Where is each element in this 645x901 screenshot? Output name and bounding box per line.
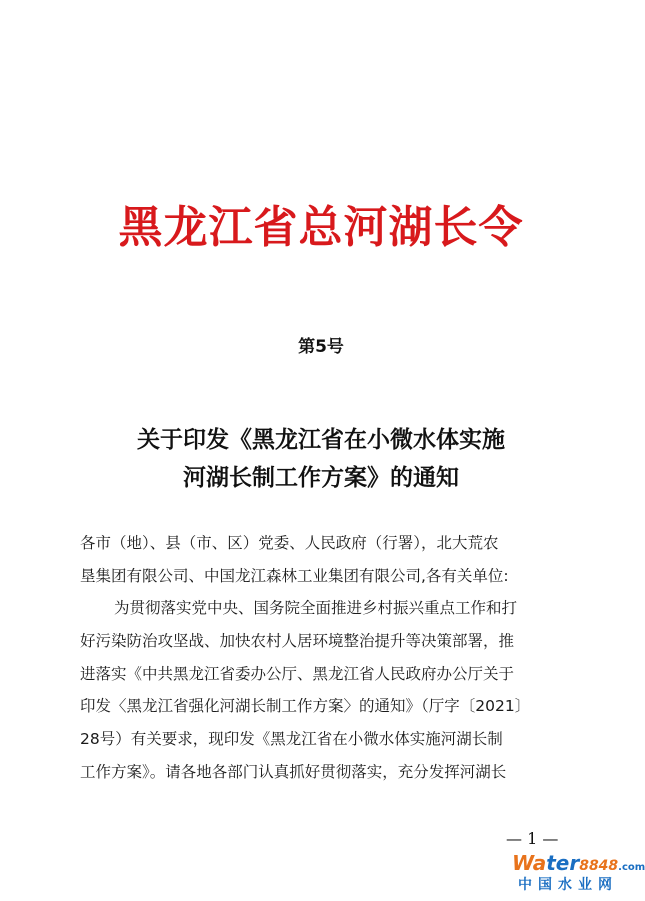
- watermark-subtitle: 中国水业网: [518, 877, 618, 893]
- body-line: 进落实《中共黑龙江省委办公厅、黑龙江省人民政府办公厅关于: [80, 664, 515, 683]
- watermark-logo: [512, 851, 645, 898]
- watermark-brand-part: Wa: [512, 851, 547, 875]
- watermark-brand-part: ter: [546, 851, 580, 875]
- document-title-line-2: 河湖长制工作方案》的通知: [183, 464, 459, 491]
- watermark-brand: [512, 852, 645, 879]
- body-line: 好污染防治攻坚战、加快农村人居环境整治提升等决策部署，推: [80, 632, 515, 651]
- masthead-title: 黑龙江省总河湖长令: [118, 202, 524, 253]
- body-line: 垦集团有限公司、中国龙江森林工业集团有限公司,各有关单位:: [80, 566, 509, 585]
- document-number: 第5号: [298, 337, 344, 357]
- page-number: — 1 —: [506, 829, 559, 848]
- body-text: [80, 527, 570, 789]
- document-title-line-1: 关于印发《黑龙江省在小微水体实施: [137, 426, 505, 453]
- body-line: 为贯彻落实党中央、国务院全面推进乡村振兴重点工作和打: [114, 599, 518, 618]
- body-line: 印发〈黑龙江省强化河湖长制工作方案〉的通知》（厅字〔2021〕: [80, 697, 531, 716]
- body-line: 各市（地）、县（市、区）党委、人民政府（行署），北大荒农: [80, 534, 499, 552]
- body-line: 28号）有关要求，现印发《黑龙江省在小微水体实施河湖长制: [80, 730, 503, 749]
- watermark-brand-part: 8848: [579, 858, 619, 874]
- body-line: 工作方案》。请各地各部门认真抓好贯彻落实，充分发挥河湖长: [80, 762, 507, 781]
- watermark-brand-part: .com: [618, 862, 645, 873]
- document-title: [0, 421, 642, 497]
